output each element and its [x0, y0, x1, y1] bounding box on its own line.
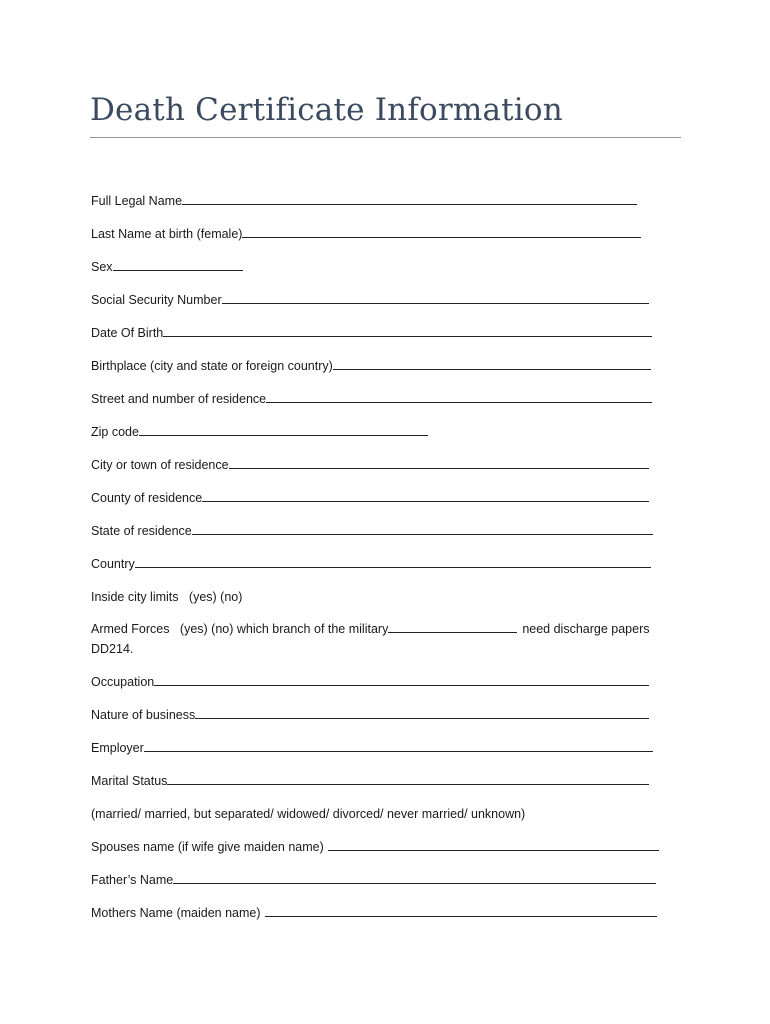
sex-row — [91, 259, 243, 275]
full-legal-name-field[interactable] — [182, 193, 637, 205]
county-field[interactable] — [202, 490, 649, 502]
father-field[interactable] — [173, 872, 656, 884]
mother-field[interactable] — [265, 905, 657, 917]
county-row — [91, 490, 649, 506]
birthplace-row — [91, 358, 651, 374]
spouse-label: Spouses name (if wife give maiden name) — [91, 840, 324, 854]
state-label: State of residence — [91, 524, 192, 538]
full-legal-name-label: Full Legal Name — [91, 194, 183, 208]
marital-status-field[interactable] — [167, 773, 649, 785]
occupation-row — [91, 674, 649, 690]
dd214-label: DD214. — [91, 642, 134, 656]
street-field[interactable] — [266, 391, 652, 403]
father-label: Father’s Name — [91, 873, 174, 887]
occupation-field[interactable] — [154, 674, 649, 686]
last-name-at-birth-row — [91, 226, 641, 242]
armed-forces-label: Armed Forces (yes) (no) which branch of the military — [91, 622, 389, 636]
street-row — [91, 391, 652, 407]
country-row — [91, 556, 651, 572]
page-title: Death Certificate Information — [90, 92, 563, 128]
country-field[interactable] — [135, 556, 651, 568]
discharge-papers-label: need discharge papers — [522, 622, 650, 636]
ssn-row — [91, 292, 649, 308]
zip-row — [91, 424, 428, 440]
employer-label: Employer — [91, 741, 144, 755]
zip-label: Zip code — [91, 425, 139, 439]
business-row — [91, 707, 649, 723]
street-label: Street and number of residence — [91, 392, 267, 406]
mother-row — [91, 905, 657, 921]
sex-label: Sex — [91, 260, 113, 274]
state-row — [91, 523, 653, 539]
city-field[interactable] — [229, 457, 649, 469]
last-name-at-birth-field[interactable] — [242, 226, 641, 238]
city-label: City or town of residence — [91, 458, 229, 472]
armed-forces-row — [91, 619, 671, 659]
city-row — [91, 457, 649, 473]
spouse-field[interactable] — [328, 839, 659, 851]
father-row — [91, 872, 656, 888]
mother-label: Mothers Name (maiden name) — [91, 906, 261, 920]
sex-field[interactable] — [113, 259, 243, 271]
spouse-row — [91, 839, 659, 855]
country-label: Country — [91, 557, 135, 571]
marital-options-text: (married/ married, but separated/ widowed/ divorced/ never married/ unknown) — [91, 807, 526, 821]
marital-options-row — [91, 806, 525, 822]
birthplace-label: Birthplace (city and state or foreign country) — [91, 359, 333, 373]
state-field[interactable] — [192, 523, 653, 535]
business-field[interactable] — [195, 707, 649, 719]
birthplace-field[interactable] — [333, 358, 651, 370]
military-branch-field[interactable] — [388, 621, 517, 633]
zip-field[interactable] — [139, 424, 428, 436]
dob-field[interactable] — [163, 325, 652, 337]
employer-field[interactable] — [144, 740, 653, 752]
marital-status-label: Marital Status — [91, 774, 168, 788]
ssn-label: Social Security Number — [91, 293, 222, 307]
occupation-label: Occupation — [91, 675, 155, 689]
county-label: County of residence — [91, 491, 203, 505]
employer-row — [91, 740, 653, 756]
last-name-at-birth-label: Last Name at birth (female) — [91, 227, 243, 241]
ssn-field[interactable] — [222, 292, 649, 304]
marital-status-row — [91, 773, 649, 789]
inside-city-row — [91, 589, 242, 605]
title-divider — [90, 137, 681, 138]
business-label: Nature of business — [91, 708, 196, 722]
dob-row — [91, 325, 652, 341]
dob-label: Date Of Birth — [91, 326, 164, 340]
inside-city-label[interactable]: Inside city limits (yes) (no) — [91, 590, 243, 604]
full-legal-name-row — [91, 193, 637, 209]
